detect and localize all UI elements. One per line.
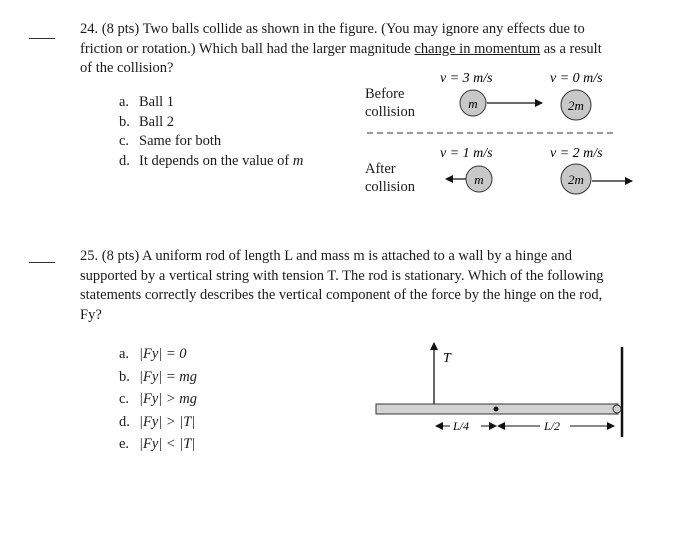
dim-left-label: L/4: [453, 419, 470, 433]
choice-text: Ball 1: [139, 94, 175, 110]
choice-text: |Fy| > mg: [139, 391, 198, 407]
choice-text: |Fy| = mg: [139, 368, 198, 385]
choice-letter: a.: [119, 94, 130, 110]
before-velocity-2: v = 0 m/s: [550, 71, 603, 86]
before-label-line2: collision: [365, 104, 415, 120]
question-24-text-a: (8 pts) Two balls collide as shown in the figure. (You may ignore any effects due to friction or rotation.) Which ball had the larger magnitude: [80, 21, 585, 57]
ball-1-before-label: m: [468, 96, 478, 111]
choice-letter: a.: [119, 346, 130, 362]
choice-letter: b.: [119, 113, 130, 130]
choice-math: m: [292, 152, 304, 169]
choice-letter: e.: [119, 436, 130, 452]
ball-1-after-label: m: [474, 172, 484, 187]
choice-letter: d.: [119, 152, 130, 169]
choice-text: Same for both: [139, 133, 222, 149]
hinge: [613, 405, 621, 413]
before-velocity-1: v = 3 m/s: [440, 71, 493, 86]
choice-text: |Fy| = 0: [139, 346, 187, 362]
question-24-text-b: as a result of the collision?: [80, 40, 602, 76]
choice-letter: b.: [119, 368, 130, 385]
question-25-text: (8 pts) A uniform rod of length L and mass m is attached to a wall by a hinge and supported by a vertical string with tension T. The rod is stationary. Which of the following statements correctly describes the vertical component of the force by the hinge on the rod, Fy?: [80, 248, 604, 323]
after-velocity-2: v = 2 m/s: [550, 146, 603, 161]
choice-text: |Fy| < |T|: [139, 436, 196, 452]
ball-2-before-label: 2m: [568, 98, 584, 113]
after-label-line2: collision: [365, 179, 415, 195]
choice-letter: d.: [119, 413, 130, 430]
before-label-line1: Before: [365, 86, 405, 102]
center-of-mass-dot: [494, 407, 499, 412]
choice-letter: c.: [119, 391, 130, 407]
tension-label: T: [443, 351, 451, 366]
question-24-underlined: change in momentum: [414, 40, 541, 57]
ball-2-after-label: 2m: [568, 172, 584, 187]
choice-text: Ball 2: [139, 113, 175, 130]
choice-letter: c.: [119, 133, 130, 149]
dim-right-label: L/2: [544, 419, 561, 433]
choice-text: |Fy| > |T|: [139, 413, 196, 430]
choice-text: It depends on the value of: [139, 152, 293, 169]
after-label-line1: After: [365, 161, 396, 177]
question-25-number: 25.: [80, 248, 99, 264]
after-velocity-1: v = 1 m/s: [440, 146, 493, 161]
question-24-number: 24.: [80, 21, 99, 37]
